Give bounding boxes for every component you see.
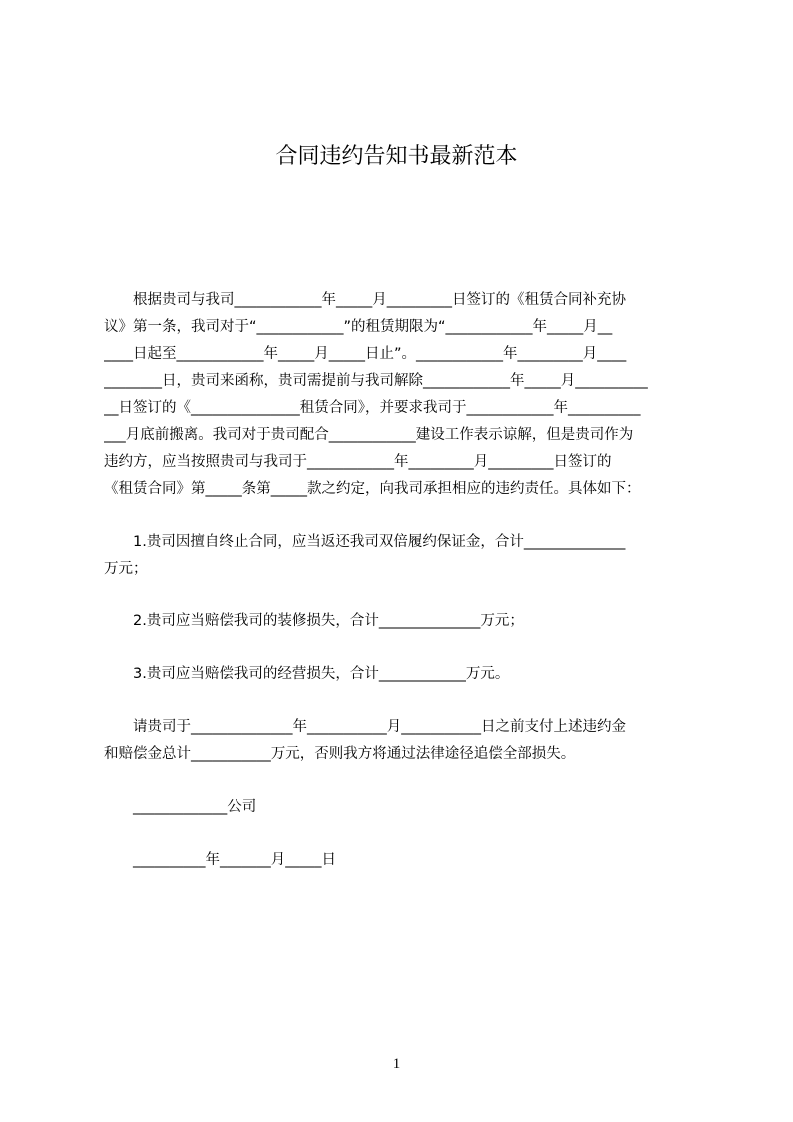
item-1-line: 1.贵司因擅自终止合同，应当返还我司双倍履约保证金，合计______________ [104,534,626,550]
item-1-line: 万元； [104,561,148,577]
body-line: 议》第一条，我司对于“____________”的租赁期限为“____________年_____月__ [104,319,613,335]
body-line: ___月底前搬离。我司对于贵司配合____________建设工作表示谅解，但是贵司作为 [104,427,634,443]
document-title: 合同违约告知书最新范本 [275,144,518,169]
body-line: 根据贵司与我司____________年_____月_________日签订的《租赁合同补充协 [104,292,626,308]
item-2-line: 2.贵司应当赔偿我司的装修损失，合计______________万元； [104,613,524,629]
body-line: ____日起至____________年_____月_____日止”。____________年_________月____ [104,346,627,362]
item-3-line: 3.贵司应当赔偿我司的经营损失，合计____________万元。 [104,666,510,682]
date-line: __________年_______月_____日 [104,852,336,868]
body-line: ________日，贵司来函称，贵司需提前与我司解除____________年_____月__________ [104,373,648,389]
page-number: 1 [392,1056,401,1072]
body-line: __日签订的《_______________租赁合同》，并要求我司于____________年__________ [104,400,641,416]
body-line: 《租赁合同》第_____条第_____款之约定，向我司承担相应的违约责任。具体如下： [104,481,641,497]
request-line: 请贵司于______________年___________月___________日之前支付上述违约金 [104,719,626,735]
body-line: 违约方，应当按照贵司与我司于____________年_________月_________日签订的 [104,454,612,470]
company-signature-line: _____________公司 [104,799,257,815]
request-line: 和赔偿金总计___________万元，否则我方将通过法律途径追偿全部损失。 [104,746,576,762]
